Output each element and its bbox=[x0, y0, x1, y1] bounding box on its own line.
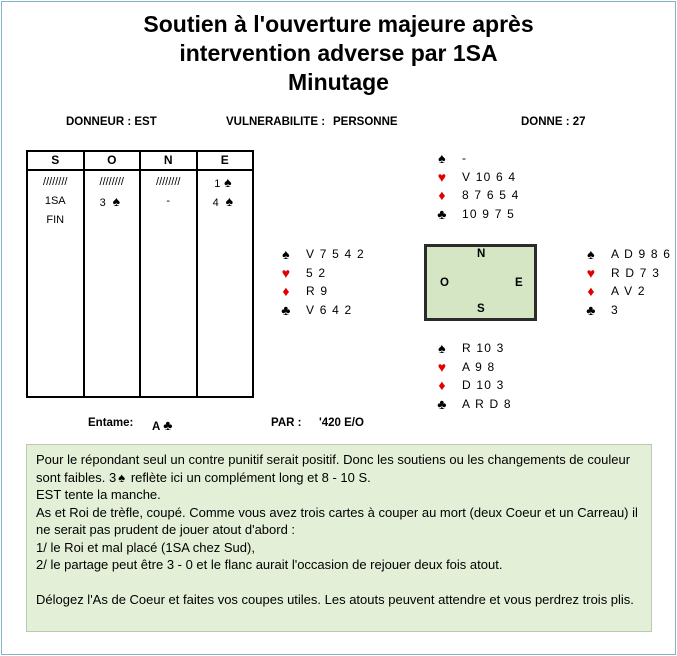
lead-card bbox=[152, 417, 175, 433]
spade-icon: ♠ bbox=[225, 193, 234, 209]
bidding-table bbox=[26, 150, 254, 398]
heart-icon: ♥ bbox=[437, 168, 448, 185]
header-east: E bbox=[196, 152, 253, 169]
south-spades: R 10 3 bbox=[462, 341, 505, 355]
bid-cell bbox=[198, 192, 253, 211]
club-icon: ♣ bbox=[437, 395, 448, 412]
south-hand bbox=[435, 339, 512, 413]
title-line-3: Minutage bbox=[288, 69, 389, 95]
diamond-icon: ♦ bbox=[282, 283, 291, 299]
bid-column-east bbox=[198, 171, 253, 396]
bid-cell: - bbox=[166, 195, 171, 207]
bid-cell: //////// bbox=[99, 176, 124, 188]
heart-icon: ♥ bbox=[586, 264, 597, 281]
comment-paragraph: EST tente la manche. bbox=[36, 487, 161, 502]
west-clubs: V 6 4 2 bbox=[306, 302, 353, 317]
par-value: '420 E/O bbox=[319, 417, 364, 429]
comment-paragraph: As et Roi de trèfle, coupé. Comme vous avez trois cartes à couper au mort (deux Coeur et un Carreau) il ne serait pas prudent de jouer atout d'abord : bbox=[36, 504, 638, 537]
comment-text: Pour le répondant seul un contre punitif serait positif. Donc les soutiens ou les changements de couleur sont faibles. 3 bbox=[36, 452, 631, 485]
bid-text: 4 bbox=[212, 197, 219, 209]
bid-text: 1 bbox=[214, 178, 221, 190]
lead-rank: A bbox=[152, 421, 161, 433]
header-south: S bbox=[51, 153, 60, 167]
club-icon: ♣ bbox=[586, 301, 597, 318]
west-diamonds: R 9 bbox=[306, 284, 329, 298]
par-label: PAR : bbox=[271, 417, 302, 429]
south-diamonds: D 10 3 bbox=[462, 378, 505, 392]
north-diamonds: 8 7 6 5 4 bbox=[462, 188, 520, 202]
bid-cell bbox=[141, 211, 196, 230]
header-west: O bbox=[83, 152, 140, 169]
spade-icon: ♠ bbox=[587, 246, 596, 262]
bid-text: 3 bbox=[99, 197, 106, 209]
deal-number: DONNE : 27 bbox=[521, 116, 586, 128]
compass-east: E bbox=[515, 277, 523, 289]
club-icon: ♣ bbox=[437, 205, 448, 222]
bid-column-west bbox=[85, 171, 142, 396]
compass-west: O bbox=[440, 277, 449, 289]
bid-cell bbox=[198, 211, 253, 230]
bid-column-south bbox=[28, 171, 85, 396]
east-diamonds: A V 2 bbox=[611, 284, 646, 298]
page-title bbox=[0, 10, 677, 97]
north-spades: - bbox=[462, 151, 468, 165]
spade-icon: ♠ bbox=[282, 246, 291, 262]
north-clubs: 10 9 7 5 bbox=[462, 206, 515, 221]
spade-icon: ♠ bbox=[438, 150, 447, 166]
bid-cell: FIN bbox=[46, 214, 65, 226]
vulnerability-value: PERSONNE bbox=[333, 116, 398, 128]
north-hand bbox=[435, 149, 520, 223]
south-clubs: A R D 8 bbox=[462, 396, 512, 411]
east-hearts: R D 7 3 bbox=[611, 265, 661, 280]
compass-table bbox=[424, 244, 537, 321]
bid-cell bbox=[198, 173, 253, 192]
west-spades: V 7 5 4 2 bbox=[306, 247, 365, 261]
heart-icon: ♥ bbox=[437, 358, 448, 375]
south-hearts: A 9 8 bbox=[462, 359, 496, 374]
comment-paragraph bbox=[36, 451, 642, 486]
diamond-icon: ♦ bbox=[587, 283, 596, 299]
spacer bbox=[36, 574, 642, 591]
lead-label: Entame: bbox=[88, 417, 134, 429]
bidding-columns bbox=[28, 171, 252, 396]
bid-cell: 1SA bbox=[44, 195, 66, 207]
comment-paragraph: 2/ le partage peut être 3 - 0 et le flanc aurait l'occasion de rejouer deux fois atout. bbox=[36, 557, 503, 572]
spade-icon: ♠ bbox=[438, 340, 447, 356]
comment-box bbox=[26, 444, 652, 632]
comment-text: reflète ici un complément long et 8 - 10 S. bbox=[127, 469, 371, 485]
title-line-2: intervention adverse par 1SA bbox=[179, 40, 498, 66]
east-hand bbox=[584, 245, 671, 319]
header-north: N bbox=[139, 152, 196, 169]
east-clubs: 3 bbox=[611, 302, 619, 317]
comment-paragraph: 1/ le Roi et mal placé (1SA chez Sud), bbox=[36, 539, 255, 555]
compass-north: N bbox=[477, 248, 486, 260]
diamond-icon: ♦ bbox=[438, 187, 447, 203]
spade-icon: ♠ bbox=[224, 174, 232, 190]
north-hearts: V 10 6 4 bbox=[462, 169, 517, 184]
bidding-header bbox=[28, 152, 252, 171]
comment-paragraph: Délogez l'As de Coeur et faites vos coupes utiles. Les atouts peuvent attendre et vous perdrez trois plis. bbox=[36, 591, 634, 607]
title-line-1: Soutien à l'ouverture majeure après bbox=[143, 11, 534, 37]
vulnerability-label: VULNERABILITE : bbox=[226, 116, 326, 128]
diamond-icon: ♦ bbox=[438, 377, 447, 393]
west-hearts: 5 2 bbox=[306, 265, 327, 280]
east-spades: A D 9 8 6 bbox=[611, 247, 672, 261]
club-icon: ♣ bbox=[281, 301, 292, 318]
compass-south: S bbox=[477, 303, 485, 315]
west-hand bbox=[279, 245, 365, 319]
spade-icon: ♠ bbox=[112, 193, 121, 209]
dealer-info: DONNEUR : EST bbox=[66, 116, 157, 128]
bid-cell: //////// bbox=[156, 176, 181, 188]
club-icon: ♣ bbox=[163, 417, 173, 433]
bid-column-north bbox=[141, 171, 198, 396]
bid-cell bbox=[85, 211, 140, 230]
spade-icon: ♠ bbox=[118, 469, 126, 485]
bid-cell: //////// bbox=[43, 176, 68, 188]
heart-icon: ♥ bbox=[281, 264, 292, 281]
bid-cell bbox=[85, 192, 140, 211]
